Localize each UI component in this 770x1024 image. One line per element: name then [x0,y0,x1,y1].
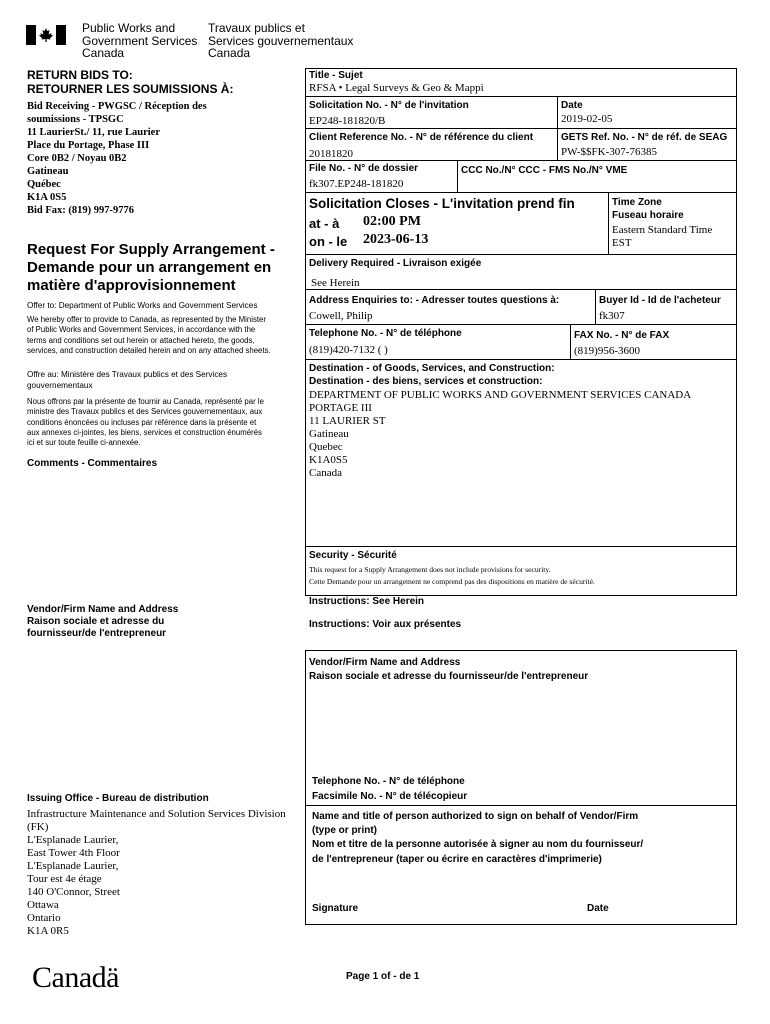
security-label: Security - Sécurité [309,550,397,561]
row-divider [305,254,737,255]
row-divider [305,192,737,193]
vendor-firm-left-label: Vendor/Firm Name and Address Raison sociale et adresse du fournisseur/de l'entrepreneur [27,604,179,639]
department-name-fr: Travaux publics et Services gouvernementaux Canada [208,21,354,60]
title-value: RFSA • Legal Surveys & Geo & Mappi [309,82,484,94]
offer-to-en-label: Offer to: Department of Public Works and Government Services [27,301,258,310]
form-left-border [305,68,306,596]
column-divider [608,192,609,254]
solicitation-no-value: EP248-181820/B [309,115,386,127]
client-reference-value: 20181820 [309,148,353,160]
canada-wordmark-logo: Canadä [32,961,119,994]
security-text: This request for a Supply Arrangement does not include provisions for security. Cette Demande pour un arrangement ne comprend pas des dispositions en matière de sécurité. [309,565,595,586]
form-top-border [305,68,737,69]
instructions-en: Instructions: See Herein [309,596,425,607]
client-reference-label: Client Reference No. - N° de référence du client [309,132,534,143]
delivery-required-label: Delivery Required - Livraison exigée [309,258,482,269]
row-divider [305,160,737,161]
column-divider [557,96,558,160]
solicitation-no-label: Solicitation No. - N° de l'invitation [309,100,469,111]
telephone-label: Telephone No. - N° de téléphone [309,328,462,339]
vendor-box-divider [305,805,737,806]
closing-time-value: 02:00 PM [363,214,421,229]
row-divider [305,359,737,360]
solicitation-closes-label: Solicitation Closes - L'invitation prend fin [309,196,575,211]
delivery-required-value: See Herein [311,277,360,289]
destination-value: DEPARTMENT OF PUBLIC WORKS AND GOVERNMENT SERVICES CANADA PORTAGE III 11 LAURIER ST Gatineau Quebec K1A0S5 Canada [309,389,692,479]
request-title: Request For Supply Arrangement - Demande pour un arrangement en matière d'approvisionnement [27,241,275,294]
address-enquiries-value: Cowell, Philip [309,310,373,322]
issuing-office-label: Issuing Office - Bureau de distribution [27,793,209,804]
column-divider [570,324,571,359]
closing-on-label: on - le [309,234,348,249]
issuing-office-address: Infrastructure Maintenance and Solution Services Division (FK) L'Esplanade Laurier, East Tower 4th Floor L'Esplanade Laurier, Tour est 4e étage 140 O'Connor, Street Ottawa Ontario K1A 0R5 [27,808,286,937]
page-number: Page 1 of - de 1 [346,971,420,982]
offer-to-fr-label: Offre au: Ministère des Travaux publics et des Services gouvernementaux [27,370,228,390]
instructions-fr: Instructions: Voir aux présentes [309,619,462,630]
form-right-border [736,68,737,596]
return-bids-address: Bid Receiving - PWGSC / Réception des soumissions - TPSGC 11 LaurierSt./ 11, rue Laurier Place du Portage, Phase III Core 0B2 / Noyau 0B2 Gatineau Québec K1A 0S5 Bid Fax: (819) 997-9776 [27,101,207,216]
row-divider [305,324,737,325]
row-divider [305,289,737,290]
buyer-id-value: fk307 [599,310,625,322]
vendor-telephone-label: Telephone No. - N° de téléphone [312,776,465,787]
row-divider [305,128,737,129]
title-label: Title - Sujet [309,70,363,81]
row-divider [305,96,737,97]
department-name-en: Public Works and Government Services Canada [82,21,198,60]
column-divider [595,289,596,324]
return-bids-heading: RETURN BIDS TO: RETOURNER LES SOUMISSIONS À: [27,68,234,96]
offer-to-fr-text: Nous offrons par la présente de fournir au Canada, représenté par le ministre des Travaux publics et des Services gouvernementaux, aux conditions énoncées ou incluses par référence dans la présente et aux annexes ci-jointes, les biens, services et construction énumérés ici et sur toute feuille ci-annexée. [27,397,264,448]
authorized-signer-label: Name and title of person authorized to sign on behalf of Vendor/Firm (type or print) Nom et titre de la personne autorisée à signer au nom du fournisseur/ de l'entrepreneur (taper ou écrire en caractères d'imprimerie) [312,811,644,865]
column-divider [457,160,458,192]
time-zone-label: Time Zone Fuseau horaire [612,197,684,221]
closing-at-label: at - à [309,216,340,231]
date-label: Date [561,100,583,111]
canada-flag-icon [26,25,66,45]
destination-label: Destination - of Goods, Services, and Construction: Destination - des biens, services et construction: [309,363,555,387]
vendor-facsimile-label: Facsimile No. - N° de télécopieur [312,791,468,802]
row-divider [305,546,737,547]
gets-ref-value: PW-$$FK-307-76385 [561,146,657,158]
comments-label: Comments - Commentaires [27,458,158,469]
file-no-label: File No. - N° de dossier [309,163,419,174]
address-enquiries-label: Address Enquiries to: - Adresser toutes questions à: [309,295,560,306]
file-no-value: fk307.EP248-181820 [309,178,404,190]
fax-value: (819)956-3600 [574,345,640,357]
signature-date-label: Date [587,903,609,914]
gets-ref-label: GETS Ref. No. - N° de réf. de SEAG [561,132,728,143]
ccc-no-label: CCC No./N° CCC - FMS No./N° VME [461,165,628,176]
vendor-firm-name-address-field[interactable] [309,686,733,772]
time-zone-value: Eastern Standard Time EST [612,224,713,249]
buyer-id-label: Buyer Id - Id de l'acheteur [599,295,721,306]
closing-date-value: 2023-06-13 [363,232,429,247]
signature-label: Signature [312,903,359,914]
vendor-firm-box-label: Vendor/Firm Name and Address Raison sociale et adresse du fournisseur/de l'entrepreneur [309,657,589,682]
fax-label: FAX No. - N° de FAX [574,330,670,341]
date-value: 2019-02-05 [561,113,613,125]
telephone-value: (819)420-7132 ( ) [309,344,388,356]
offer-to-en-text: We hereby offer to provide to Canada, as represented by the Minister of Public Works and Government Services, in accordance with the terms and conditions set out herein or attached hereto, the goods, services, and construction detailed herein and on any attached sheets. [27,315,271,355]
